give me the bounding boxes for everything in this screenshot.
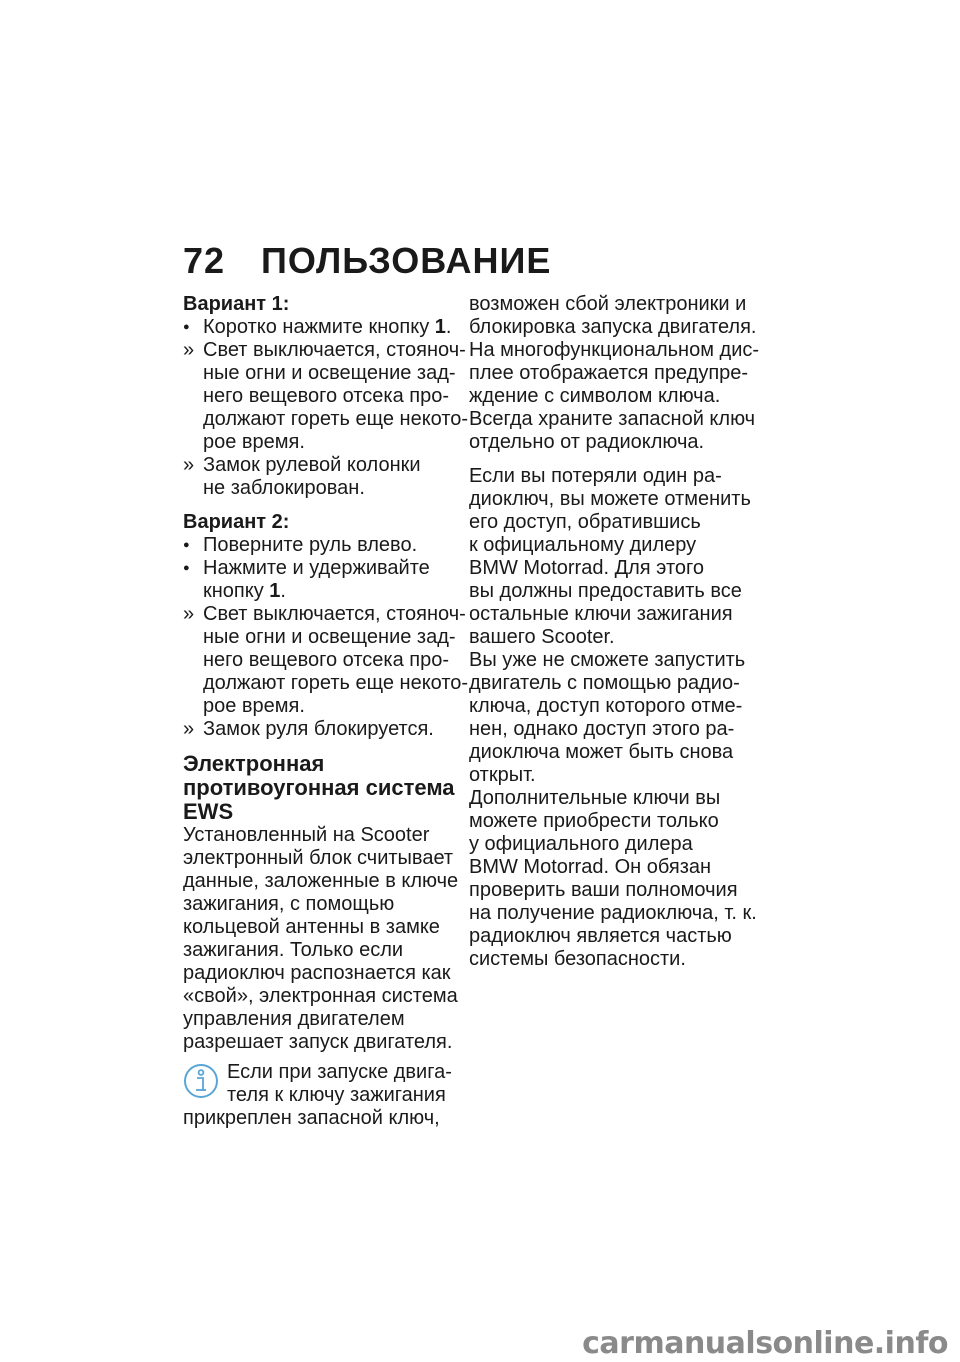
result-arrow-icon: » xyxy=(183,339,195,361)
variant-2-heading: Вариант 2: xyxy=(183,511,290,533)
result-item: » Замок руля блокируется. xyxy=(183,718,434,740)
page-header xyxy=(183,240,551,282)
result-arrow-icon: » xyxy=(183,603,195,625)
ews-section-heading: Электронная противоугонная система EWS xyxy=(183,751,455,824)
paragraph: Вы уже не сможете запустить двигатель с помощью радио- ключа, доступ которого отме- нен, однако доступ этого ра- диоключа может быть снова открыт. xyxy=(469,649,746,786)
ews-paragraph: Установленный на Scooter электронный блок считывает данные, заложенные в ключе зажигания, с помощью кольцевой антенны в замке зажигания. Только если радиоключ распознается как «свой», электронная система управления двигателем разрешает запуск двигателя. xyxy=(183,824,459,1053)
left-column xyxy=(183,293,469,1130)
result-item: » Свет выключается, стояноч- ные огни и освещение зад- него вещевого отсека про- должают гореть еще некото- рое время. xyxy=(183,603,469,717)
info-icon xyxy=(183,1061,221,1101)
step-item: ● Поверните руль влево. xyxy=(183,534,418,556)
page-title: ПОЛЬЗОВАНИЕ xyxy=(261,240,552,281)
watermark: carmanualsonline.info xyxy=(582,1326,948,1361)
bullet-icon: ● xyxy=(183,562,190,574)
bullet-icon: ● xyxy=(183,321,190,333)
result-arrow-icon: » xyxy=(183,454,195,476)
result-item: » Свет выключается, стояноч- ные огни и освещение зад- него вещевого отсека про- должают гореть еще некото- рое время. xyxy=(183,339,469,453)
paragraph: Если вы потеряли один ра- диоключ, вы можете отменить его доступ, обратившись к официальному дилеру BMW Motorrad. Для этого вы должны предоставить все остальные ключи зажигания вашего Scooter. xyxy=(469,465,751,648)
page-number: 72 xyxy=(183,240,226,281)
right-column xyxy=(469,293,760,971)
button-reference: 1 xyxy=(434,316,446,338)
info-note: Если при запуске двига- теля к ключу зажигания прикреплен запасной ключ, xyxy=(183,1061,452,1129)
step-item: ● Коротко нажмите кнопку 1. xyxy=(183,316,452,338)
step-item: ● Нажмите и удерживайте кнопку 1. xyxy=(183,557,430,602)
variant-1-heading: Вариант 1: xyxy=(183,293,290,315)
result-item: » Замок рулевой колонки не заблокирован. xyxy=(183,454,421,499)
bullet-icon: ● xyxy=(183,539,190,551)
button-reference: 1 xyxy=(269,580,281,602)
paragraph: Дополнительные ключи вы можете приобрести только у официального дилера BMW Motorrad. Он обязан проверить ваши полномочия на получение радиоключа, т. к. радиоключ является частью системы безопасности. xyxy=(469,787,757,970)
paragraph: На многофункциональном дис- плее отображается предупре- ждение с символом ключа. xyxy=(469,339,760,407)
paragraph: Всегда храните запасной ключ отдельно от радиоключа. xyxy=(469,408,756,453)
result-arrow-icon: » xyxy=(183,718,195,740)
paragraph: возможен сбой электроники и блокировка запуска двигателя. xyxy=(469,293,757,338)
